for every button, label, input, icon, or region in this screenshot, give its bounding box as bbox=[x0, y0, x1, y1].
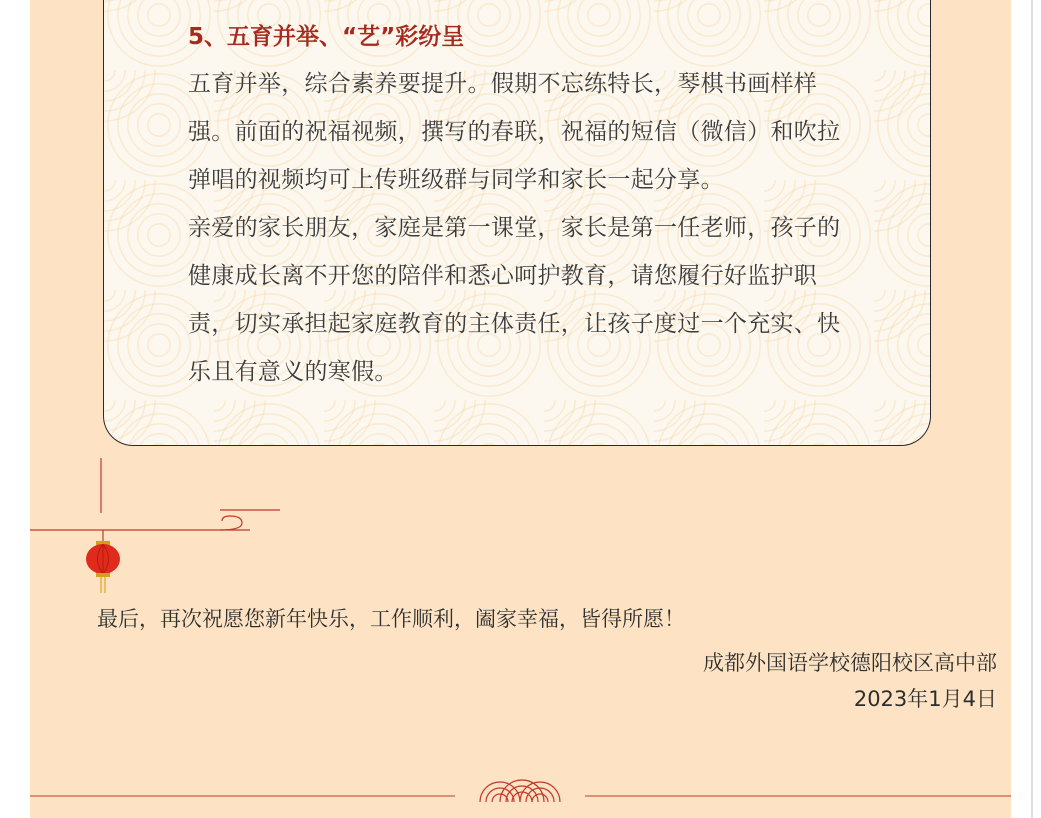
lantern-decoration bbox=[30, 455, 290, 605]
footer-divider bbox=[30, 760, 1011, 810]
auspicious-cloud-icon bbox=[480, 780, 560, 802]
paragraph-parents: 亲爱的家长朋友，家庭是第一课堂，家长是第一任老师，孩子的健康成长离不开您的陪伴和悉心呵护教育，请您履行好监护职责，切实承担起家庭教育的主体责任，让孩子度过一个充实、快乐且有意义的寒假。 bbox=[188, 215, 841, 385]
signature-org: 成都外国语学校德阳校区高中部 bbox=[703, 651, 997, 675]
signature-block bbox=[703, 645, 997, 717]
content-card bbox=[103, 0, 931, 446]
closing-message: 最后，再次祝愿您新年快乐，工作顺利，阖家幸福，皆得所愿！ bbox=[97, 607, 685, 631]
lantern-icon bbox=[86, 530, 120, 593]
scrollbar[interactable] bbox=[1031, 0, 1033, 818]
section-title: 5、五育并举、“艺”彩纷呈 bbox=[188, 24, 465, 50]
paragraph-arts: 五育并举，综合素养要提升。假期不忘练特长，琴棋书画样样强。前面的祝福视频，撰写的春联，祝福的短信（微信）和吹拉弹唱的视频均可上传班级群与同学和家长一起分享。 bbox=[188, 71, 841, 193]
card-content bbox=[188, 22, 853, 396]
signature-date: 2023年1月4日 bbox=[853, 687, 997, 711]
